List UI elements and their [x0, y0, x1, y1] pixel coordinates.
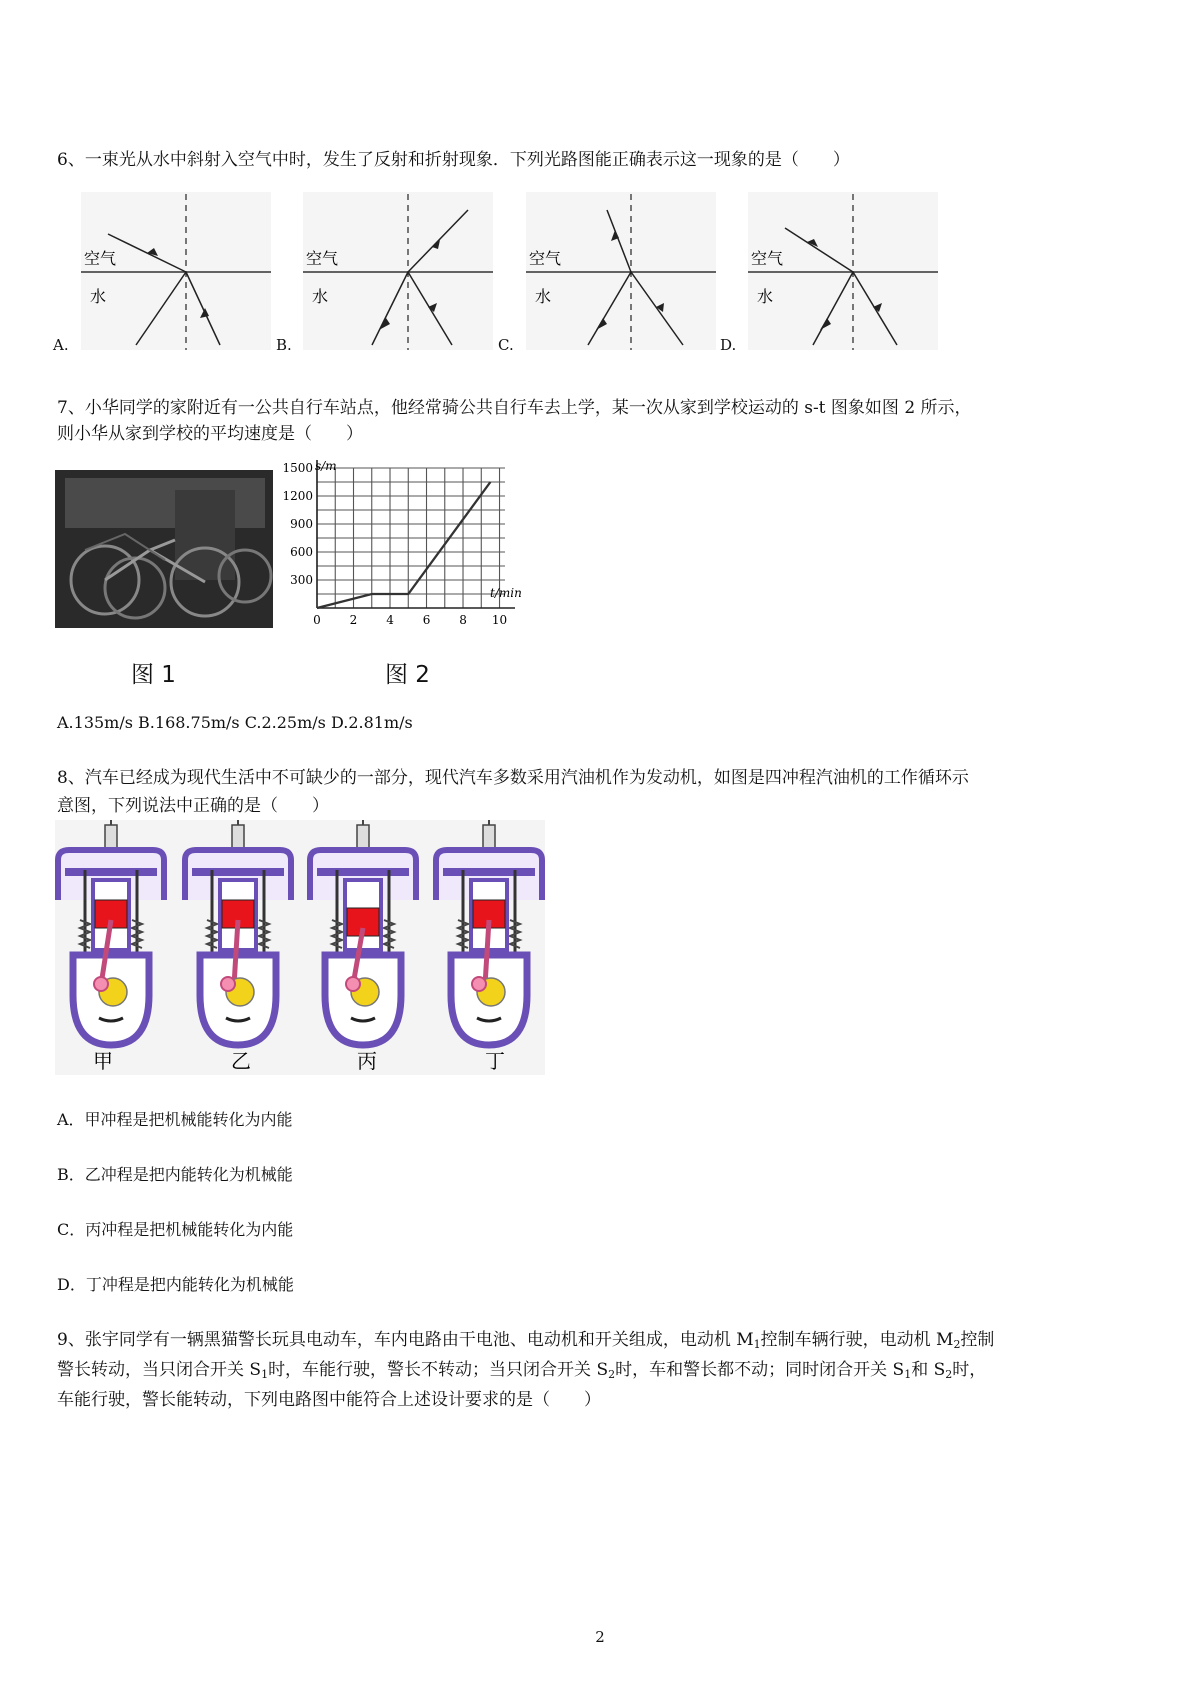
- y-tick-label: 1500: [282, 461, 313, 475]
- q6-option-d: D.: [720, 336, 737, 354]
- q6-diagram-d: [745, 190, 940, 352]
- q6-diagram-b: [300, 190, 495, 352]
- y-tick-label: 600: [290, 545, 313, 559]
- x-tick-label: 6: [422, 613, 431, 627]
- water-label: 水: [535, 287, 552, 306]
- q6-diagram-a: [78, 190, 273, 352]
- q8-option-c: C．丙冲程是把机械能转化为内能: [57, 1220, 294, 1239]
- q8-stem-line1: 8、汽车已经成为现代生活中不可缺少的一部分，现代汽车多数采用汽油机作为发动机，如图是四冲程汽油机的工作循环示: [57, 768, 969, 788]
- st-chart: [275, 455, 530, 630]
- q6-option-c: C.: [498, 336, 514, 354]
- air-label: 空气: [751, 249, 784, 268]
- q8-stem-line2: 意图，下列说法中正确的是（ ）: [57, 796, 329, 816]
- fig2-caption: 图 2: [385, 662, 430, 688]
- x-tick-label: 0: [313, 613, 321, 627]
- water-label: 水: [90, 287, 107, 306]
- x-tick-label: 2: [349, 613, 358, 627]
- q9-line2: 警长转动，当只闭合开关 $S_1$时，车能行驶，警长不转动；当只闭合开关 $S_2$时，车和警长都不动；同时闭合开关 $S_1$和 $S_2$时，: [57, 1360, 987, 1381]
- q9-line1: 9、张宇同学有一辆黑猫警长玩具电动车，车内电路由干电池、电动机和开关组成，电动机 $M_1$控制车辆行驶，电动机 $M_2$控制: [57, 1330, 995, 1351]
- x-tick-label: 4: [386, 613, 394, 627]
- y-tick-label: 1200: [282, 489, 313, 503]
- q6-option-b: B.: [276, 336, 292, 354]
- q7-stem-line2: 则小华从家到学校的平均速度是（ ）: [57, 424, 363, 444]
- q6-stem: 6、一束光从水中斜射入空气中时，发生了反射和折射现象．下列光路图能正确表示这一现象的是（ ）: [57, 150, 850, 170]
- q6-diagram-c: [523, 190, 718, 352]
- engine-label-ding: 丁: [485, 1049, 505, 1073]
- bicycle-photo: [55, 470, 273, 628]
- q8-option-d: D．丁冲程是把内能转化为机械能: [57, 1275, 294, 1294]
- q6-option-a: A.: [53, 336, 69, 354]
- fig1-caption: 图 1: [131, 662, 176, 688]
- water-label: 水: [312, 287, 329, 306]
- air-label: 空气: [306, 249, 339, 268]
- y-tick-label: 300: [290, 573, 313, 587]
- q9-line3: 车能行驶，警长能转动，下列电路图中能符合上述设计要求的是（ ）: [57, 1390, 601, 1410]
- st-series-line: [317, 482, 490, 608]
- q7-options: A.135m/s B.168.75m/s C.2.25m/s D.2.81m/s: [57, 713, 413, 732]
- engine-label-jia: 甲: [93, 1049, 113, 1073]
- engine-label-yi: 乙: [231, 1049, 251, 1073]
- x-tick-label: 8: [459, 613, 467, 627]
- x-axis-label: t/min: [490, 586, 522, 600]
- water-label: 水: [757, 287, 774, 306]
- engine-label-bing: 丙: [357, 1049, 377, 1073]
- engine-strokes-figure: [55, 820, 545, 1075]
- q8-option-a: A．甲冲程是把机械能转化为内能: [57, 1110, 293, 1129]
- x-tick-label: 10: [491, 613, 508, 627]
- y-tick-label: 900: [290, 517, 313, 531]
- page-number: 2: [595, 1628, 605, 1646]
- air-label: 空气: [84, 249, 117, 268]
- air-label: 空气: [529, 249, 562, 268]
- q8-option-b: B．乙冲程是把内能转化为机械能: [57, 1165, 293, 1184]
- q7-stem-line1: 7、小华同学的家附近有一公共自行车站点，他经常骑公共自行车去上学，某一次从家到学校运动的 s-t 图象如图 2 所示，: [57, 398, 972, 418]
- y-axis-label: s/m: [315, 459, 337, 473]
